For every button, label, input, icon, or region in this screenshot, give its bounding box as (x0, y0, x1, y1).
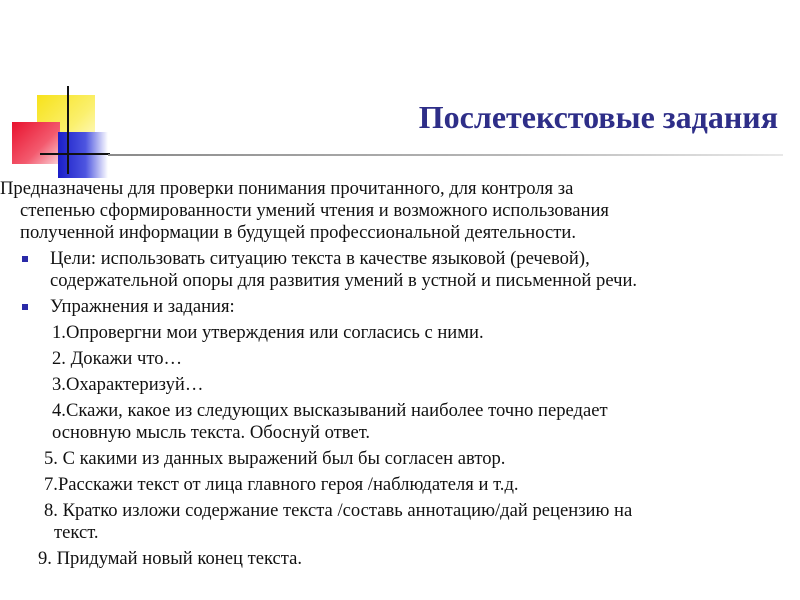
logo-horizontal-line (40, 153, 110, 155)
task-text: 2. Докажи что… (52, 348, 183, 369)
logo-vertical-line (67, 86, 69, 174)
red-square-shape (12, 122, 60, 164)
task-text: 1.Опровергни мои утверждения или согласись с ними. (52, 322, 484, 343)
intro-line: степенью сформированности умений чтения и возможного использования (20, 200, 609, 221)
task-item (0, 348, 800, 370)
square-bullet-icon (22, 256, 28, 262)
task-item (0, 500, 800, 544)
task-text: 8. Кратко изложи содержание текста /составь аннотацию/дай рецензию на (44, 500, 633, 521)
task-text: основную мысль текста. Обоснуй ответ. (52, 422, 371, 443)
slide-title: Послетекстовые задания (418, 99, 778, 135)
bullet-goals (0, 248, 800, 292)
task-text: 7.Расскажи текст от лица главного героя /наблюдателя и т.д. (44, 474, 519, 495)
bullet-line: Упражнения и задания: (50, 296, 235, 317)
task-text: 5. С какими из данных выражений был бы согласен автор. (44, 448, 506, 469)
blue-square-shape (58, 132, 108, 178)
task-text: 3.Охарактеризуй… (52, 374, 204, 395)
task-text: 9. Придумай новый конец текста. (38, 548, 303, 569)
decorative-logo (0, 0, 120, 180)
title-divider (108, 154, 783, 156)
intro-line: Предназначены для проверки понимания прочитанного, для контроля за (0, 178, 574, 199)
slide-body (0, 178, 800, 574)
intro-paragraph (0, 178, 800, 244)
task-text: 4.Скажи, какое из следующих высказываний наиболее точно передает (52, 400, 608, 421)
task-item (0, 400, 800, 444)
bullet-line: содержательной опоры для развития умений в устной и письменной речи. (50, 270, 638, 291)
task-item (0, 548, 800, 570)
task-item (0, 448, 800, 470)
task-text: текст. (54, 522, 99, 543)
task-item (0, 374, 800, 396)
task-item (0, 474, 800, 496)
bullet-exercises (0, 296, 800, 318)
task-item (0, 322, 800, 344)
bullet-line: Цели: использовать ситуацию текста в качестве языковой (речевой), (50, 248, 590, 269)
square-bullet-icon (22, 304, 28, 310)
intro-line: полученной информации в будущей профессиональной деятельности. (20, 222, 576, 243)
